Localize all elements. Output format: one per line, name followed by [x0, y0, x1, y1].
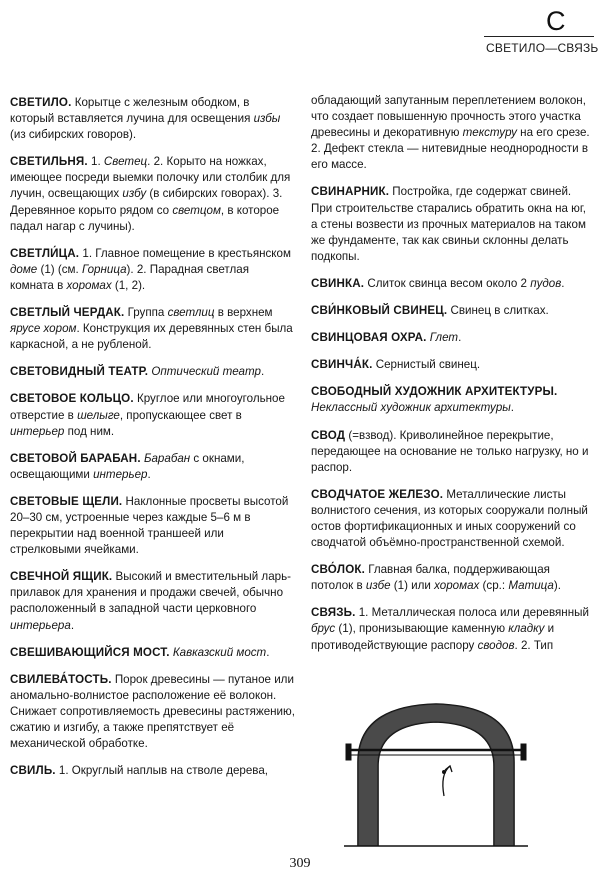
dictionary-entry: [10, 95, 296, 143]
cross-reference: Кавказский мост: [172, 645, 267, 659]
entry-term: СВЕТИЛО.: [10, 96, 72, 109]
entry-text: Корытце с железным ободком, в который вставляется лучина для освещения: [10, 96, 254, 126]
cross-reference: сводов: [477, 638, 515, 652]
cross-reference: хоромах: [66, 278, 112, 292]
entry-term: СВЕЧНОЙ ЯЩИК.: [10, 570, 113, 584]
entry-text: Металлические листы волнистого сечения, из которых сооружали полный остов фортификационных и иных сооружений со сводчатой объёмно-пространственной схемой.: [311, 487, 588, 550]
entry-text: Высокий и вместительный ларь-прилавок для хранения и продажи свечей, обычно расположенный в западной части церковного: [10, 570, 291, 616]
entry-term: СВОД: [311, 428, 346, 442]
entry-term: СВИНКА.: [311, 276, 365, 290]
dictionary-entry: [311, 562, 593, 594]
dictionary-entry: [311, 605, 593, 653]
entry-term: СВОДЧАТОЕ ЖЕЛЕЗО.: [311, 487, 444, 501]
entry-text: , пропускающее свет в: [119, 408, 242, 422]
left-column: [10, 95, 296, 790]
cross-reference: интерьера: [10, 618, 71, 632]
entry-term: СВИНАРНИК.: [311, 185, 390, 199]
entry-term: СВЕТОВОЕ КОЛЬЦО.: [10, 392, 134, 406]
entry-text: (1, 2).: [111, 278, 146, 292]
cross-reference: избы: [253, 112, 281, 126]
entry-term: СВИНЧА́К.: [311, 358, 373, 372]
entry-text: Сернистый свинец.: [372, 358, 481, 372]
entry-text: на его срезе. 2. Дефект стекла — нитевидные неоднородности в его массе.: [311, 126, 590, 172]
entry-text: Главная балка, поддерживающая потолок в: [311, 563, 550, 593]
cross-reference: брус: [311, 622, 336, 636]
dictionary-entry: [10, 364, 296, 380]
cross-reference: Горница: [81, 262, 127, 276]
entry-text: Слиток свинца весом около 2: [364, 276, 531, 290]
dictionary-entry: [311, 357, 593, 373]
dictionary-entry: [10, 672, 296, 752]
entry-text: с окнами, освещающими: [10, 451, 245, 481]
entry-text: .: [70, 618, 75, 632]
entry-text: (1) (см.: [37, 262, 82, 276]
dictionary-entry: [311, 384, 593, 416]
cross-reference: кладку: [508, 622, 545, 636]
dictionary-entry: [311, 487, 593, 551]
entry-text: ). 2. Парадная светлая комната в: [10, 262, 249, 292]
entry-text: Порок древесины — путаное или аномально-волнистое расположение её волокон. Снижает сопротивляемость древесины растяжению, сжатию и изгибу, а также препятствует её механической обработке.: [10, 672, 295, 751]
entry-text: (из сибирских говоров).: [10, 128, 137, 142]
vaulted-arch-with-tie-rod-icon: [344, 704, 528, 846]
dictionary-entry: [10, 246, 296, 294]
entry-text: под ним.: [64, 424, 115, 438]
dictionary-entry: [311, 276, 593, 292]
dictionary-entry: [10, 305, 296, 353]
cross-reference: интерьер: [93, 467, 148, 481]
entry-text: (в сибирских говорах). 3. Деревянное корыто рядом со: [10, 187, 283, 217]
entry-text: .: [147, 467, 151, 481]
entry-text: . Конструкция их деревянных стен была каркасной, а не рубленой.: [10, 322, 293, 352]
cross-reference: Неклассный художник архитектуры: [311, 401, 511, 415]
entry-text: .: [510, 401, 515, 415]
dictionary-entry: [311, 330, 593, 346]
page-header: [0, 0, 600, 62]
entry-text: 1. Металлическая полоса или деревянный: [355, 606, 589, 620]
dictionary-entry: [311, 428, 593, 476]
entry-text: .: [266, 645, 270, 659]
entry-term: СВИЛЕВА́ТОСТЬ.: [10, 672, 112, 686]
entry-term: СВЕТОВОЙ БАРАБАН.: [10, 451, 141, 465]
dictionary-entry: [10, 391, 296, 439]
cross-reference: текстуру: [462, 126, 517, 140]
entry-text: (1) или: [390, 579, 435, 593]
entry-text: 1. Главное помещение в крестьянском: [79, 246, 291, 260]
cross-reference: светцом: [172, 203, 221, 217]
entry-term: СВЕТОВЫЕ ЩЕЛИ.: [10, 494, 123, 508]
entry-text: 1. Округлый наплыв на стволе дерева,: [55, 764, 269, 778]
cross-reference: Барабан: [143, 451, 191, 465]
cross-reference: избе: [365, 579, 391, 593]
entry-term: СВЕТОВИДНЫЙ ТЕАТР.: [10, 365, 149, 379]
entry-text: .: [260, 365, 265, 379]
cross-reference: светлиц: [167, 306, 215, 320]
entry-term: СВОБОДНЫЙ ХУДОЖНИК АРХИТЕКТУРЫ.: [311, 385, 558, 399]
entry-text: .: [561, 276, 565, 290]
running-title: СВЕТИЛО—СВЯЗЬ: [486, 41, 599, 55]
entry-text: Наклонные просветы высотой 20–30 см, устроенные через каждые 5–6 м в перекрытии над военной траншеей или стрелковыми ячейками.: [10, 494, 289, 557]
entry-text: .: [458, 331, 462, 345]
dictionary-entry: [311, 303, 593, 319]
dictionary-entry: [10, 154, 296, 234]
entry-text: (ср.:: [479, 579, 509, 593]
entry-text: обладающий запутанным переплетением волокон, что создает повышенную прочность этого участка древесины и декоративную: [311, 94, 586, 140]
entry-term: СВИ́НКОВЫЙ СВИНЕЦ.: [311, 304, 448, 318]
entry-term: СВИНЦОВАЯ ОХРА.: [311, 331, 427, 345]
entry-term: СВЕШИВАЮЩИЙСЯ МОСТ.: [10, 645, 170, 659]
cross-reference: шелыге: [77, 408, 120, 422]
entry-term: СВИЛЬ.: [10, 764, 56, 778]
entry-term: СВЕТЛИ́ЦА.: [10, 246, 80, 260]
header-rule: [484, 36, 594, 37]
cross-reference: Глет: [429, 331, 459, 345]
entry-term: СВЯЗЬ.: [311, 606, 356, 620]
cross-reference: Матица: [508, 579, 554, 593]
entry-term: СВЕТЛЫЙ ЧЕРДАК.: [10, 306, 125, 320]
cross-reference: хоромах: [434, 579, 480, 593]
arch-tie-illustration: [344, 700, 528, 848]
right-column: [311, 93, 593, 665]
dictionary-entry: [10, 494, 296, 558]
dictionary-entry: [10, 569, 296, 633]
entry-text: и противодействующие распору: [311, 622, 555, 652]
dictionary-entry: [10, 645, 296, 661]
cross-reference: доме: [10, 262, 38, 276]
section-letter: С: [546, 6, 566, 36]
cross-reference: интерьер: [10, 424, 65, 438]
dictionary-entry: [311, 184, 593, 264]
cross-reference: Оптический театр: [151, 365, 261, 379]
entry-text: 1.: [87, 155, 104, 169]
entry-term: СВЕТИЛЬНЯ.: [10, 155, 88, 169]
cross-reference: пудов: [530, 276, 562, 290]
page-number: 309: [289, 856, 311, 871]
entry-text: . 2. Корыто на ножках, имеющее посреди выемки полочку или столбик для лучин, освещающих: [10, 155, 291, 201]
entry-text: (=взвод). Криволинейное перекрытие, передающее на основание не только нагрузку, но и распор.: [311, 428, 589, 474]
entry-text: Свинец в слитках.: [447, 304, 549, 318]
dictionary-entry: [10, 763, 296, 779]
entry-text: (1), пронизывающие каменную: [335, 622, 509, 636]
entry-text: в верхнем: [214, 306, 273, 320]
entry-text: ).: [553, 579, 561, 593]
dictionary-entry: [311, 93, 593, 173]
entry-text: Группа: [124, 306, 168, 320]
dictionary-entry: [10, 451, 296, 483]
cross-reference: ярусе хором: [10, 322, 77, 336]
entry-text: Круглое или многоугольное отверстие в: [10, 392, 285, 422]
cross-reference: избу: [122, 187, 147, 201]
entry-text: , в которое падал нагар с лучины).: [10, 203, 280, 233]
cross-reference: Светец: [103, 155, 148, 169]
entry-term: СВО́ЛОК.: [311, 563, 365, 577]
entry-text: . 2. Тип: [514, 638, 554, 652]
entry-text: Постройка, где содержат свиней. При строительстве старались обратить окна на юг, а стены возвести из прочных материалов на таком же фундаменте, так как свиньи склонны делать подкопы.: [311, 185, 586, 263]
